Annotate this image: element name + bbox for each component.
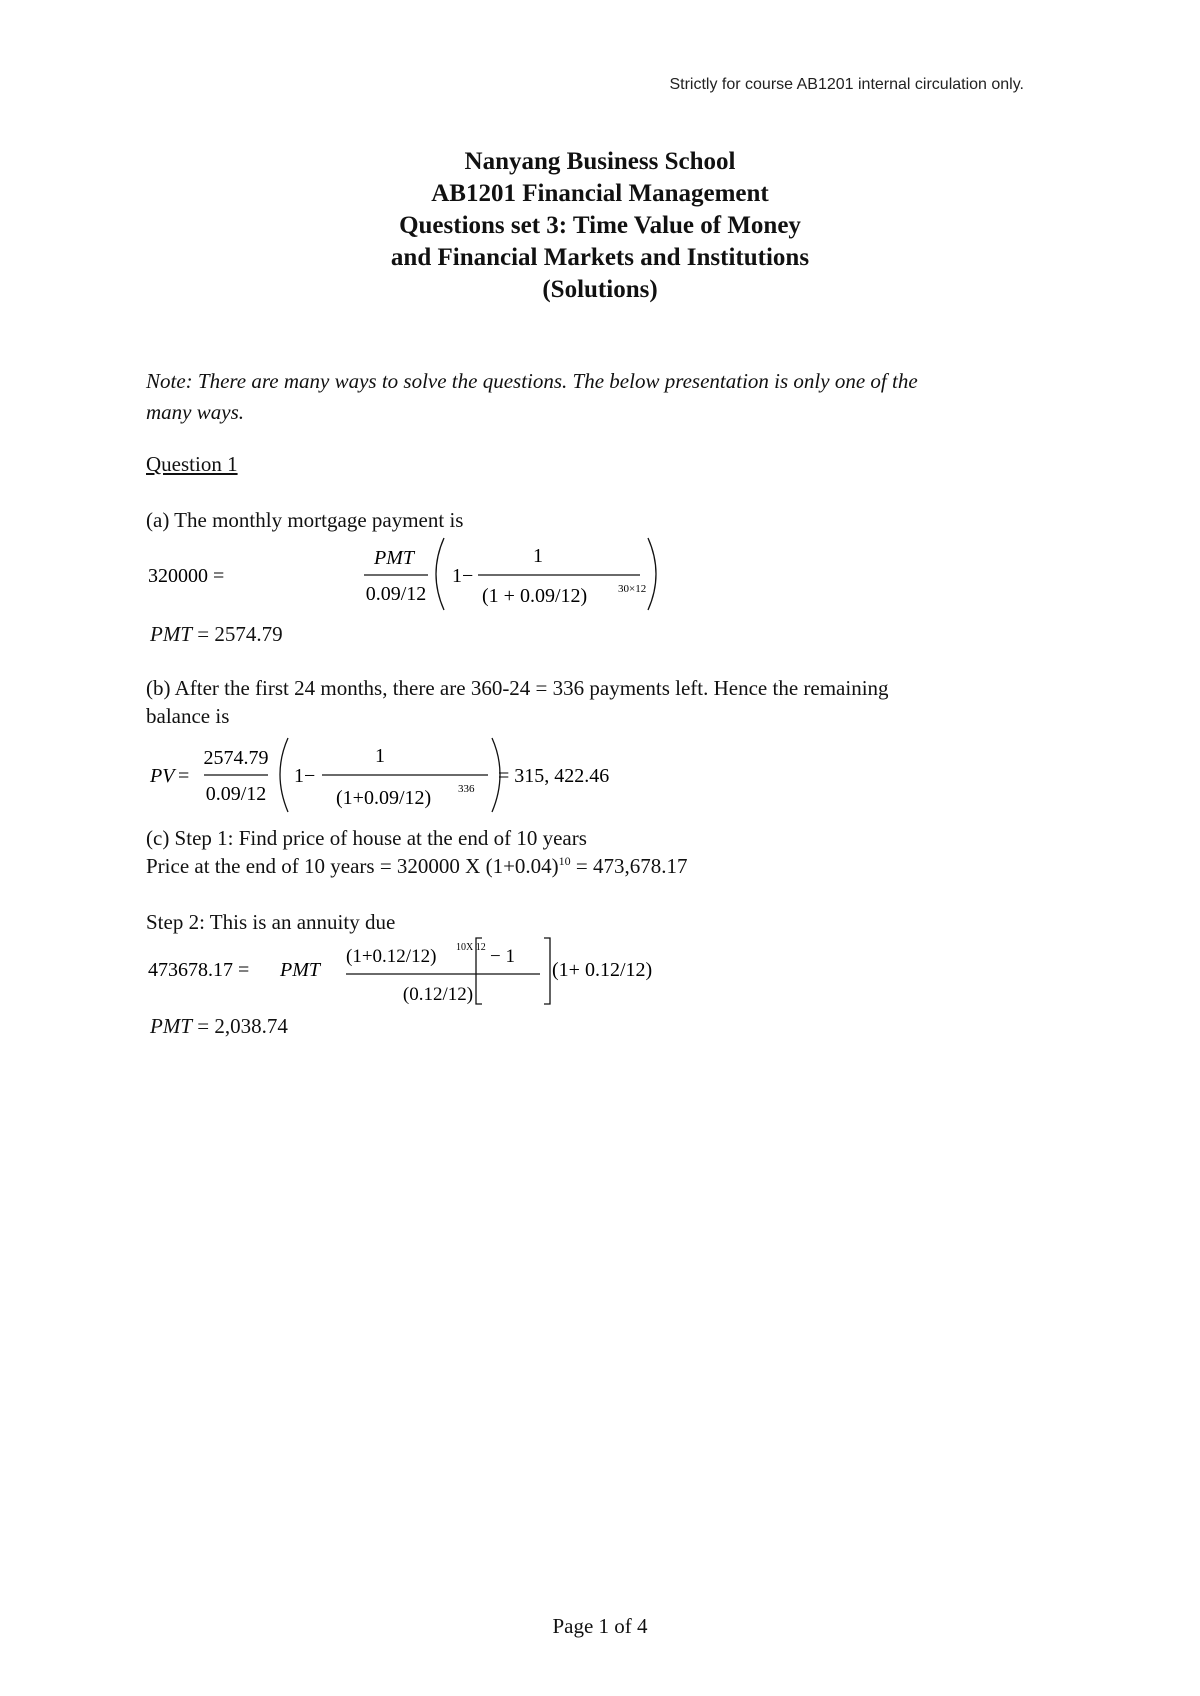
title-line-questions: Questions set 3: Time Value of Money [399,212,801,239]
part-b-inner-den: (1+0.09/12) [336,787,432,809]
part-a-eq-lhs: 320000 = [148,565,225,587]
part-b-equation [140,732,700,818]
circulation-note: Strictly for course AB1201 internal circulation only. [669,76,1024,93]
part-b-left-paren [280,738,288,812]
part-a-one-minus: 1− [452,565,474,587]
part-c-right-bracket [544,938,550,1004]
part-c-eq-num-exp: 10X 12 [456,942,486,953]
part-c-price-line: Price at the end of 10 years = 320000 X $(1+0.04)^{10} = 473,678.17$ [146,854,688,878]
part-a-inner-den: (1 + 0.09/12) [482,585,588,607]
solution-note [146,366,918,428]
part-c-eq-num-tail: − 1 [490,946,515,967]
part-b-intro-line-1: (b) After the first 24 months, there are 360-24 = 336 payments left. Hence the remaining [146,676,889,700]
part-c-eq-lhs: 473678.17 = [148,959,250,981]
part-b-eq-lhs-var: PV [150,765,175,787]
title-line-solutions: (Solutions) [542,276,658,303]
part-b-one-minus: 1− [294,765,316,787]
part-b-eq-num: 2574.79 [203,747,269,769]
part-b-eq-result: = 315, 422.46 [498,765,610,787]
part-c-eq-tail: (1+ 0.12/12) [552,959,653,981]
note-line-2: many ways. [146,400,244,424]
title-line-topic: and Financial Markets and Institutions [390,244,810,271]
part-a-inner-num: 1 [533,545,543,567]
title-line-school: Nanyang Business School [464,148,736,175]
part-b-inner-num: 1 [375,745,385,767]
part-a-inner-exp: 30×12 [618,583,647,595]
part-a-eq-den: 0.09/12 [365,583,427,605]
part-c-eq-num: (1+0.12/12) [346,946,437,967]
part-a-equation [140,532,647,616]
page-number: Page 1 of 4 [552,1614,648,1638]
part-b-intro-line-2: balance is [146,704,230,728]
part-c-eq-pmt: PMT [280,959,320,981]
part-a-intro: (a) The monthly mortgage payment is [146,508,464,532]
part-a-right-paren [648,538,656,610]
part-b-eq-lhs-eq: = [178,765,190,787]
part-c-result: PMT = 2,038.74 [150,1014,288,1038]
part-c-step-2: Step 2: This is an annuity due [146,910,396,934]
document-title [0,146,1200,306]
part-b-inner-exp: 336 [458,783,475,795]
title-line-course: AB1201 Financial Management [431,180,769,207]
part-c-equation [140,934,700,1010]
part-a-left-paren [436,538,444,610]
part-b-eq-den: 0.09/12 [205,783,267,805]
question-1-heading: Question 1 [146,452,238,476]
part-c-eq-den: (0.12/12) [402,984,474,1005]
part-a-eq-num: PMT [374,547,414,569]
part-a-result: PMT = 2574.79 [150,622,283,646]
part-c-step-1: (c) Step 1: Find price of house at the end of 10 years [146,826,587,850]
note-line-1: Note: There are many ways to solve the questions. The below presentation is only one of the [146,369,918,393]
